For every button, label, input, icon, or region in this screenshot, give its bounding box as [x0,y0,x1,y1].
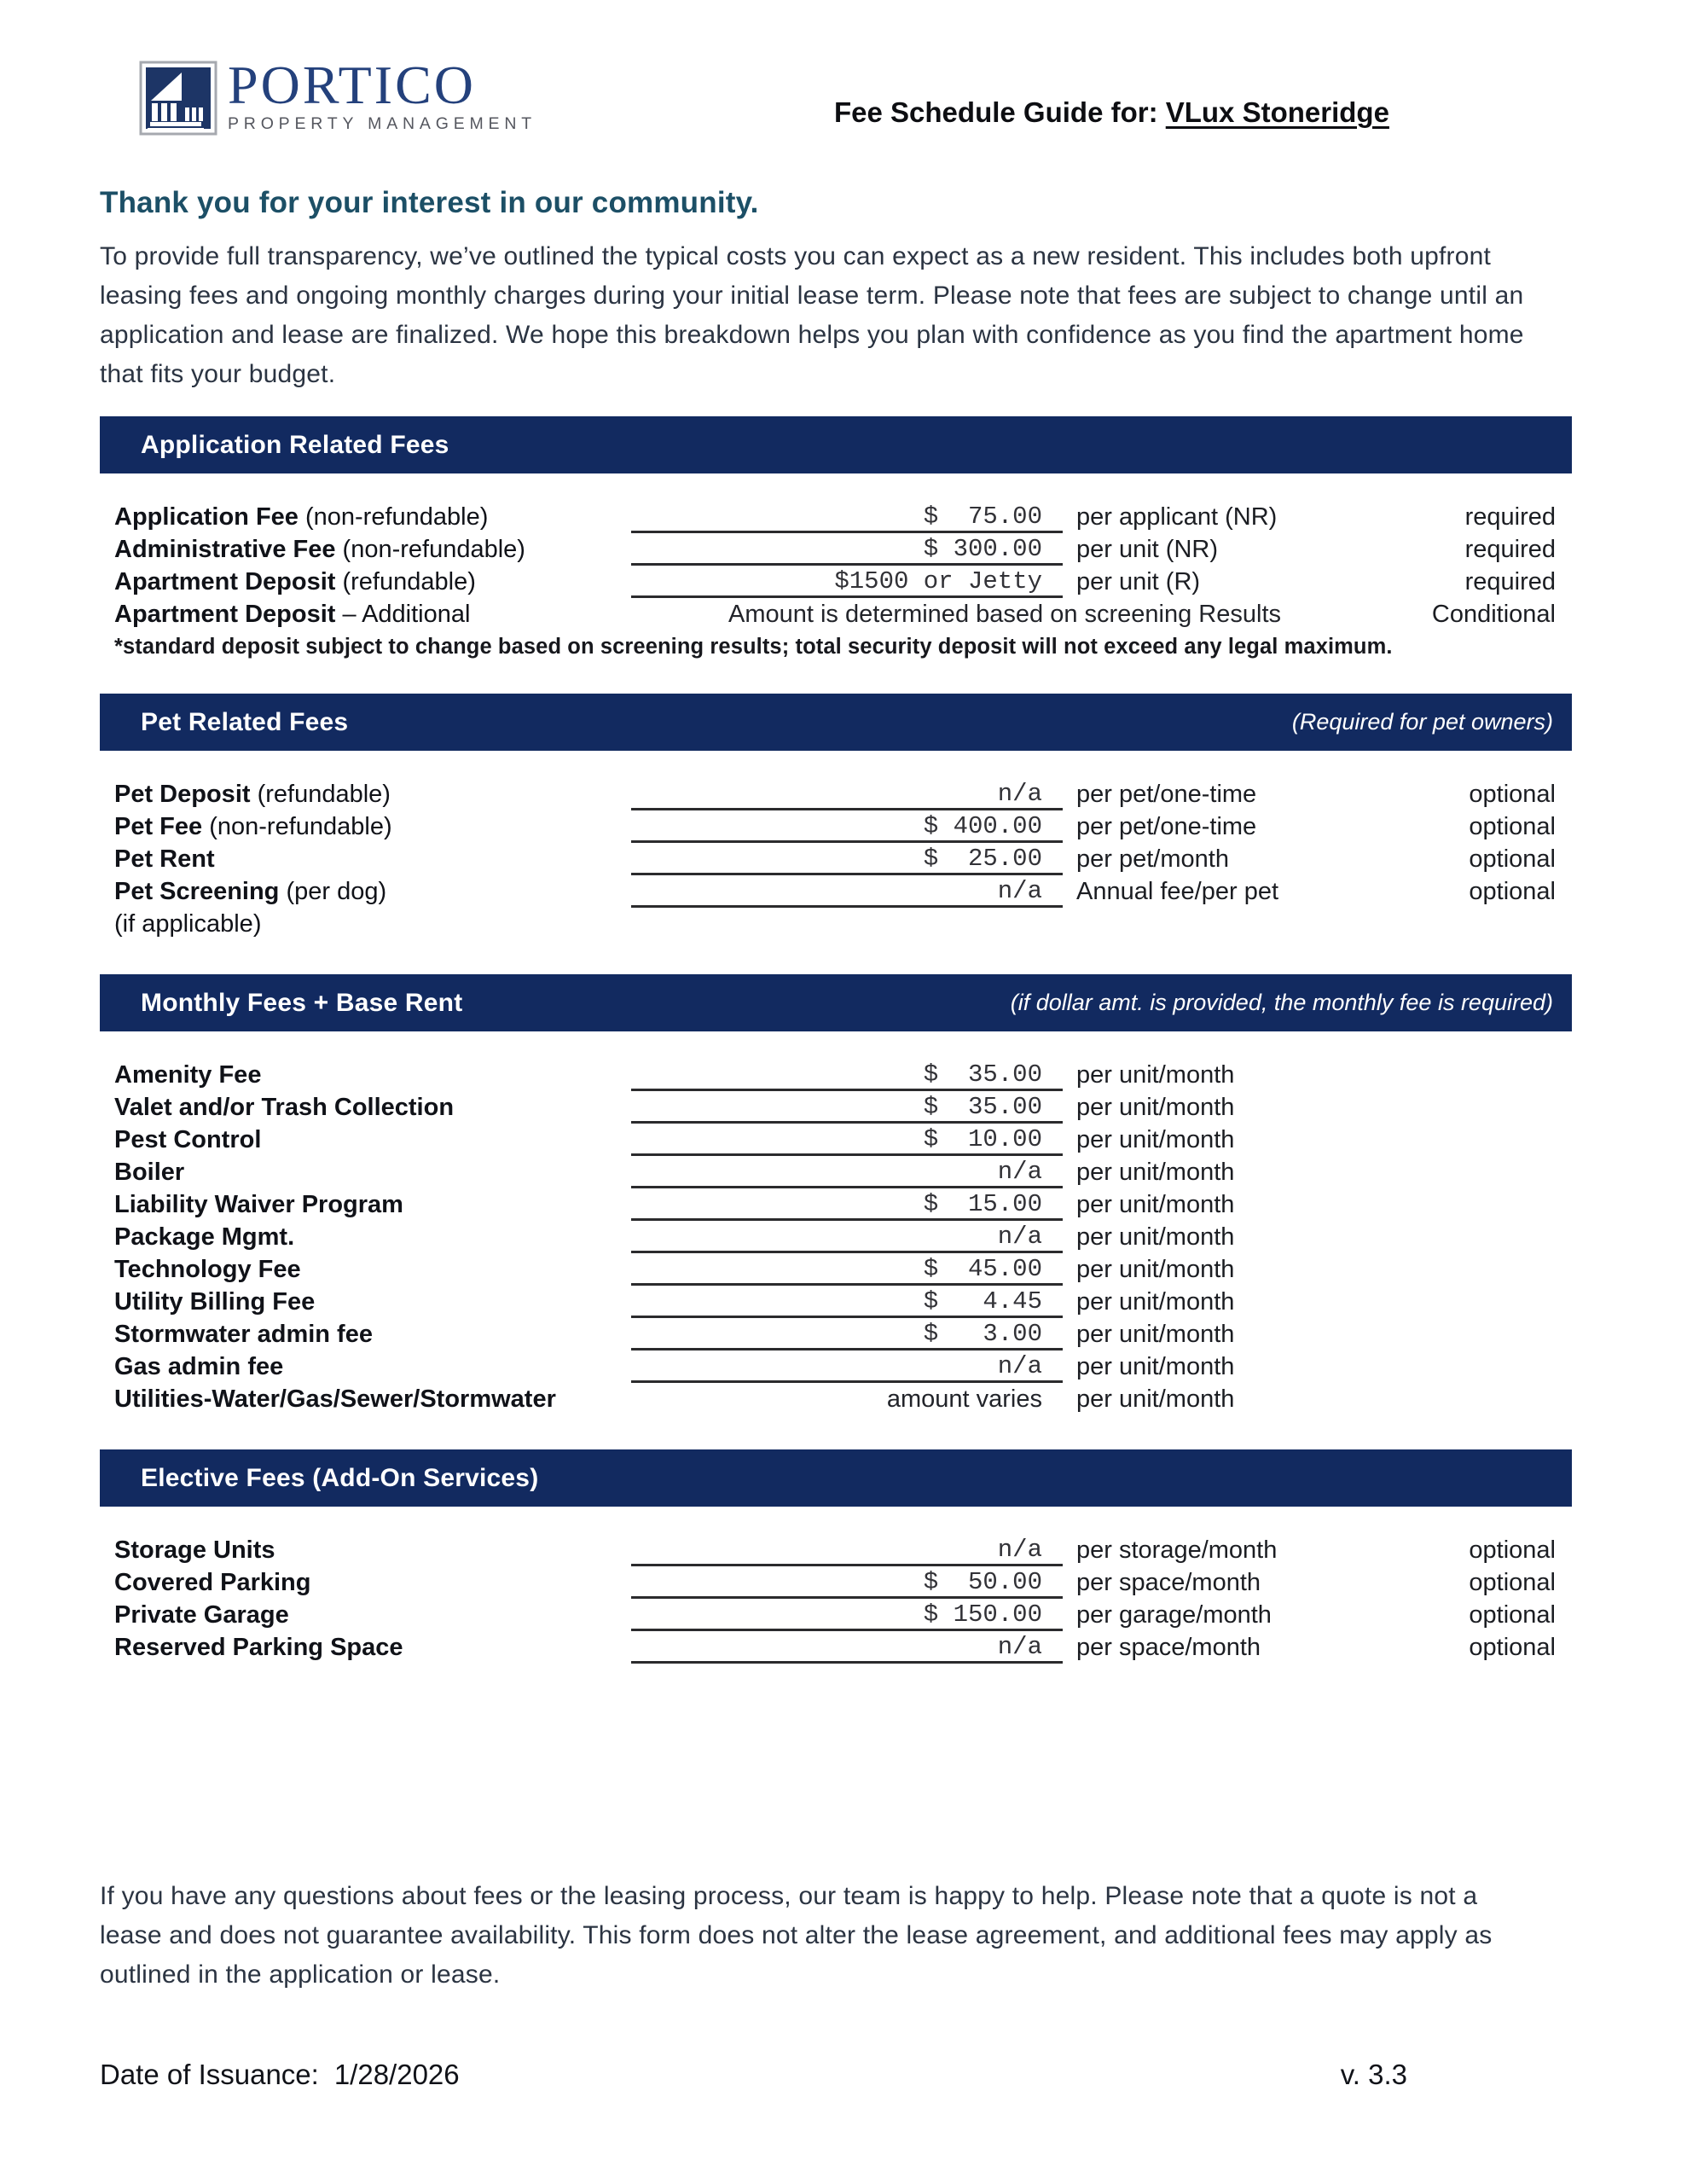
fee-label-bold: Application Fee [114,503,299,531]
fee-value: Amount is determined based on screening Results [728,601,1282,628]
fee-status: optional [1469,1536,1556,1564]
fee-unit: per unit/month [1076,1061,1235,1089]
fee-status [1378,1188,1572,1221]
fee-row [100,843,1572,875]
logo-text [228,55,536,134]
fee-unit: per unit/month [1076,1223,1235,1251]
fee-label [100,810,631,843]
fee-status [1378,1156,1572,1188]
fee-value: $ 35.00 [631,1091,1063,1124]
fee-label [100,1124,631,1156]
fee-label-bold: Reserved Parking Space [114,1634,403,1661]
fee-label-bold: Utilities-Water/Gas/Sewer/Stormwater [114,1385,556,1413]
fee-row [100,1318,1572,1350]
fee-unit: per unit/month [1076,1321,1235,1348]
fee-value: n/a [631,1350,1063,1383]
fee-label-bold: Pet Screening [114,878,280,905]
fee-label [100,533,631,566]
fee-status [1378,1383,1572,1415]
fee-row [100,1566,1572,1599]
fee-value: n/a [631,1631,1063,1664]
fee-status [1378,1124,1572,1156]
fee-unit: per space/month [1076,1634,1261,1661]
fee-row [100,1599,1572,1631]
fee-section [100,974,1572,1415]
fee-row [100,501,1572,533]
fee-row [100,1124,1572,1156]
fee-label-bold: Gas admin fee [114,1353,284,1380]
fee-label-bold: Apartment Deposit [114,568,336,595]
fee-label [100,1156,631,1188]
fee-unit: per unit/month [1076,1288,1235,1316]
fee-unit: per storage/month [1076,1536,1278,1564]
fee-unit [1063,908,1378,940]
fee-sections-container [100,416,1572,1664]
fee-row [100,566,1572,598]
fee-status [1378,1318,1572,1350]
fee-label [100,1534,631,1566]
fee-label [100,1286,631,1318]
issuance-row [100,2059,1572,2091]
fee-label-rest: (non-refundable) [335,536,525,563]
fee-unit: per unit (NR) [1076,536,1218,563]
fee-status [1378,1221,1572,1253]
fee-label [100,1091,631,1124]
fee-row [100,1534,1572,1566]
title-prefix: Fee Schedule Guide for: [834,96,1166,128]
fee-label-bold: Valet and/or Trash Collection [114,1094,455,1121]
fee-row [100,875,1572,908]
fee-value: $ 35.00 [631,1059,1063,1091]
fee-unit: per applicant (NR) [1076,503,1278,531]
fee-label-rest: (if applicable) [114,910,262,938]
fee-value: $ 10.00 [631,1124,1063,1156]
fee-label-bold: Amenity Fee [114,1061,262,1089]
section-header-bar [100,1449,1572,1507]
fee-label [100,1059,631,1091]
brand-name: PORTICO [228,55,476,115]
fee-rows [100,778,1572,940]
fee-label-bold: Storage Units [114,1536,275,1564]
fee-value: $ 75.00 [631,501,1063,533]
fee-row [100,1221,1572,1253]
fee-status [1378,1059,1572,1091]
fee-status [1378,908,1572,940]
fee-value: $ 25.00 [631,843,1063,875]
section-title: Pet Related Fees [141,707,349,736]
fee-label [100,1383,631,1415]
fee-status: optional [1469,1601,1556,1629]
fee-row [100,1383,1572,1415]
fee-label [100,843,631,875]
fee-row [100,1286,1572,1318]
fee-row [100,810,1572,843]
fee-status: optional [1469,781,1556,808]
fee-label-bold: Stormwater admin fee [114,1321,373,1348]
fee-unit: per unit/month [1076,1191,1235,1218]
fee-status: required [1464,568,1556,595]
fee-label [100,1631,631,1664]
fee-status: required [1464,503,1556,531]
fee-status: optional [1469,845,1556,873]
fee-status [1378,1253,1572,1286]
fee-unit: per space/month [1076,1569,1261,1596]
fee-label [100,908,631,940]
fee-label-rest: (refundable) [250,781,391,808]
fee-status: optional [1469,878,1556,905]
fee-unit: per unit/month [1076,1094,1235,1121]
fee-label-bold: Pet Rent [114,845,215,873]
fee-label-bold: Pet Fee [114,813,203,840]
fee-unit: per garage/month [1076,1601,1272,1629]
fee-row [100,1253,1572,1286]
fee-row [100,1350,1572,1383]
section-title: Application Related Fees [141,430,449,459]
fee-status: required [1464,536,1556,563]
fee-value: n/a [631,875,1063,908]
fee-unit: per unit/month [1076,1256,1235,1283]
fee-status [1378,1350,1572,1383]
fee-value: $ 3.00 [631,1318,1063,1350]
closing-paragraph: If you have any questions about fees or the leasing process, our team is happy to help. Please note that a quote is not a lease and does not guarantee availability. This form does not alter the lease agreement, and additional fees may apply as outlined in the application or lease. [100,1882,1493,1989]
fee-label-rest: – Additional [335,601,471,628]
portico-columns-icon [139,61,217,136]
fee-value: $ 150.00 [631,1599,1063,1631]
fee-label-bold: Package Mgmt. [114,1223,295,1251]
fee-label [100,778,631,810]
version-label: v. 3.3 [1340,2059,1407,2090]
fee-row [100,1059,1572,1091]
fee-unit: per unit/month [1076,1126,1235,1153]
section-title: Elective Fees (Add-On Services) [141,1463,539,1492]
section-note: (if dollar amt. is provided, the monthly fee is required) [1010,990,1553,1015]
fee-label-rest: (refundable) [335,568,476,595]
fee-row [100,1091,1572,1124]
fee-section [100,1449,1572,1664]
fee-row [100,1631,1572,1664]
fee-unit: per unit/month [1076,1385,1235,1413]
fee-label [100,1188,631,1221]
section-header-bar [100,694,1572,751]
fee-label-bold: Administrative Fee [114,536,336,563]
fee-status: optional [1469,1569,1556,1596]
section-header-bar [100,974,1572,1031]
issuance-label: Date of Issuance: [100,2059,319,2090]
fee-label [100,1350,631,1383]
fee-label-bold: Boiler [114,1159,185,1186]
fee-label [100,598,631,630]
fee-value: $ 45.00 [631,1253,1063,1286]
fee-value: amount varies [886,1385,1042,1413]
greeting-heading: Thank you for your interest in our community. [100,186,759,219]
fee-rows [100,501,1572,630]
fee-value: $ 15.00 [631,1188,1063,1221]
brand-tagline: PROPERTY MANAGEMENT [228,114,536,133]
fee-label [100,566,631,598]
fee-status: optional [1469,1634,1556,1661]
fee-label [100,1566,631,1599]
fee-label-bold: Utility Billing Fee [114,1288,316,1316]
document-header [100,38,1572,137]
fee-unit: per pet/one-time [1076,813,1257,840]
fee-value: $ 50.00 [631,1566,1063,1599]
document-title [834,96,1389,129]
fee-unit: Annual fee/per pet [1076,878,1279,905]
fee-unit: per unit (R) [1076,568,1201,595]
fee-label-bold: Covered Parking [114,1569,311,1596]
fee-value: $ 400.00 [631,810,1063,843]
section-note: (Required for pet owners) [1291,709,1553,735]
fee-label-bold: Liability Waiver Program [114,1191,403,1218]
fee-rows [100,1059,1572,1415]
fee-value: $ 300.00 [631,533,1063,566]
fee-label-bold: Apartment Deposit [114,601,336,628]
fee-value: n/a [631,778,1063,810]
fee-value: $ 4.45 [631,1286,1063,1318]
fee-label-rest: (non-refundable) [298,503,489,531]
fee-unit: per pet/month [1076,845,1229,873]
fee-label-bold: Pet Deposit [114,781,251,808]
fee-row [100,598,1572,630]
fee-label [100,501,631,533]
fee-status [1378,1286,1572,1318]
section-header-bar [100,416,1572,473]
fee-label [100,1318,631,1350]
title-property-name: VLux Stoneridge [1165,96,1389,128]
fee-value: n/a [631,1221,1063,1253]
fee-row [100,1188,1572,1221]
issuance-date: 1/28/2026 [333,2059,460,2090]
fee-label-bold: Private Garage [114,1601,289,1629]
fee-label [100,1253,631,1286]
fee-status: Conditional [1431,601,1556,628]
fee-rows [100,1534,1572,1664]
fee-label [100,875,631,908]
fee-row [100,778,1572,810]
fee-value: $1500 or Jetty [631,566,1063,598]
fee-value [631,908,1063,940]
fee-row [100,908,1572,940]
fee-section [100,694,1572,940]
fee-row [100,1156,1572,1188]
fee-section [100,416,1572,659]
fee-label [100,1599,631,1631]
fee-label-rest: (non-refundable) [202,813,392,840]
fee-value: n/a [631,1156,1063,1188]
fee-status [1378,1091,1572,1124]
portico-logo [139,55,536,136]
fee-unit: per unit/month [1076,1159,1235,1186]
fee-label [100,1221,631,1253]
fee-row [100,533,1572,566]
section-title: Monthly Fees + Base Rent [141,988,463,1017]
fee-unit: per pet/one-time [1076,781,1257,808]
fee-label-bold: Pest Control [114,1126,262,1153]
fee-unit: per unit/month [1076,1353,1235,1380]
fee-label-bold: Technology Fee [114,1256,301,1283]
intro-paragraph: To provide full transparency, we’ve outlined the typical costs you can expect as a new resident. This includes both upfront leasing fees and ongoing monthly charges during your initial lease term. Please note that fees are subject to change until an application and lease are finalized. We hope this breakdown helps you plan with confidence as you find the apartment home that fits your budget. [100,242,1524,388]
fee-status: optional [1469,813,1556,840]
fee-value: n/a [631,1534,1063,1566]
fee-label-rest: (per dog) [279,878,387,905]
section-footnote: *standard deposit subject to change based on screening results; total security deposit will not exceed any legal maximum. [114,635,1393,659]
